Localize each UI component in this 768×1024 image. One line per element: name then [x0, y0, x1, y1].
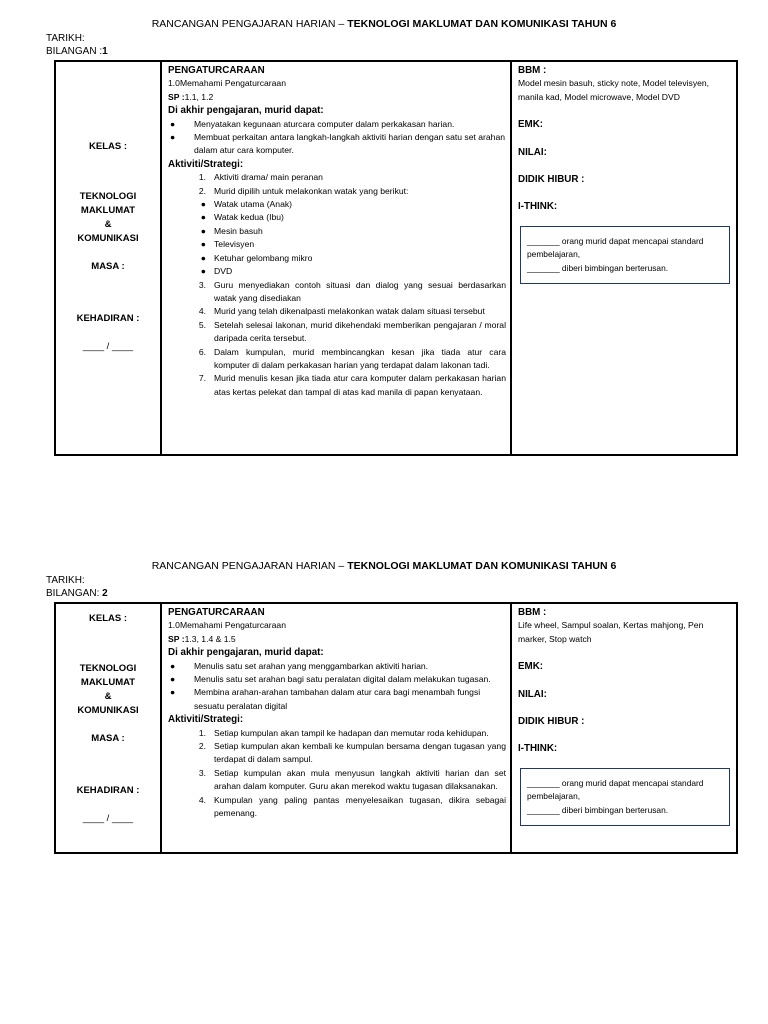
- unit-heading: PENGATURCARAAN: [168, 65, 265, 76]
- activity-heading: Aktiviti/Strategi:: [168, 158, 244, 170]
- masa-label: MASA :: [91, 261, 125, 272]
- activity-number: ●: [200, 239, 206, 250]
- activity-text: Setiap kumpulan akan kembali ke kumpulan bersama dengan tugasan yang terdapat di dalam sampul.: [214, 741, 506, 765]
- bilangan-line: [46, 45, 108, 58]
- activity-item: [168, 767, 506, 794]
- plan-title: [0, 560, 768, 572]
- topic-text: 1.0Memahami Pengaturcaraan: [168, 620, 286, 631]
- activity-item: [168, 238, 506, 251]
- objective-text: Membuat perkaitan antara langkah-langkah aktiviti harian dengan satu set arahan dalam atur cara komputer.: [194, 132, 506, 156]
- left-column: [55, 603, 161, 853]
- plan-meta: [46, 574, 108, 600]
- activity-number: 1.: [198, 172, 206, 183]
- objective-heading: Di akhir pengajaran, murid dapat:: [168, 647, 324, 659]
- sp-label: SP :: [168, 633, 185, 644]
- didik-hibur-label: DIDIK HIBUR :: [518, 716, 585, 728]
- subject-line: &: [104, 219, 112, 230]
- plan-title-subject: TEKNOLOGI MAKLUMAT DAN KOMUNIKASI TAHUN 6: [347, 18, 617, 30]
- activity-text: Aktiviti drama/ main peranan: [214, 172, 323, 183]
- activity-text: Setelah selesai lakonan, murid dikehendaki memberikan pengajaran / moral daripada cerita tersebut.: [214, 319, 506, 344]
- activity-item: [168, 211, 506, 224]
- right-column: [511, 603, 737, 853]
- sp-line: [168, 91, 506, 104]
- activity-number: 4.: [198, 306, 206, 317]
- activity-heading: Aktiviti/Strategi:: [168, 714, 244, 726]
- activity-number: ●: [200, 199, 206, 210]
- objective-item: [168, 673, 506, 686]
- activity-number: 6.: [198, 346, 206, 357]
- reflection-box: [520, 768, 730, 826]
- activity-item: [168, 225, 506, 238]
- subject-line: KOMUNIKASI: [77, 233, 139, 244]
- reflection-box: [520, 226, 730, 284]
- activity-text: Murid menulis kesan jika tiada atur cara komputer dalam perkakasan harian atas kertas pelekat dan tampal di atas kad manila di papan kenyataan.: [214, 373, 506, 397]
- activity-item: [168, 346, 506, 373]
- activity-number: 4.: [198, 794, 206, 805]
- reflection-line: _______ orang murid dapat mencapai standard pembelajaran,: [527, 777, 704, 802]
- bullet-icon: ●: [170, 660, 176, 671]
- bullet-icon: ●: [170, 132, 176, 143]
- bbm-label: BBM :: [518, 65, 547, 76]
- plan-table: [54, 602, 738, 854]
- activity-item: [168, 279, 506, 306]
- activity-text: Murid yang telah dikenalpasti melakonkan watak dalam situasi tersebut: [214, 306, 485, 317]
- activity-number: 2.: [198, 741, 206, 752]
- i-think-label: I-THINK:: [518, 201, 558, 213]
- activity-text: Watak kedua (Ibu): [214, 212, 284, 223]
- activity-item: [168, 185, 506, 198]
- objective-item: [168, 131, 506, 158]
- activity-list: [168, 727, 506, 821]
- activity-item: [168, 198, 506, 211]
- nilai-label: NILAI:: [518, 688, 547, 700]
- middle-column: [161, 603, 511, 853]
- bbm-label: BBM :: [518, 607, 547, 618]
- kelas-label: KELAS :: [89, 141, 127, 152]
- reflection-line: _______ diberi bimbingan berterusan.: [527, 804, 669, 815]
- bullet-icon: ●: [170, 687, 176, 698]
- topic-text: 1.0Memahami Pengaturcaraan: [168, 78, 286, 89]
- bilangan-label: BILANGAN :: [46, 46, 103, 57]
- bilangan-label: BILANGAN:: [46, 588, 100, 599]
- activity-number: 2.: [198, 185, 206, 196]
- kehadiran-blank: ____ / ____: [82, 341, 134, 352]
- activity-number: 7.: [198, 373, 206, 384]
- objective-text: Menyatakan kegunaan aturcara computer dalam perkakasan harian.: [194, 118, 455, 129]
- sp-value: 1.3, 1.4 & 1.5: [184, 633, 236, 644]
- subject-line: MAKLUMAT: [80, 677, 136, 688]
- emk-label: EMK:: [518, 119, 544, 131]
- activity-text: Mesin basuh: [214, 225, 263, 236]
- activity-text: Murid dipilih untuk melakonkan watak yang berikut:: [214, 185, 409, 196]
- objective-item: [168, 660, 506, 673]
- activity-text: Setiap kumpulan akan mula menyusun langkah aktiviti harian dan set arahan dalam komputer. Guru akan merekod waktu tugasan dilaksanakan.: [214, 767, 506, 792]
- kehadiran-blank: ____ / ____: [82, 813, 134, 824]
- activity-number: ●: [200, 225, 206, 236]
- plan-title-prefix: RANCANGAN PENGAJARAN HARIAN –: [151, 560, 348, 572]
- activity-text: DVD: [214, 266, 233, 277]
- activity-item: [168, 171, 506, 184]
- activity-text: Watak utama (Anak): [214, 199, 293, 210]
- activity-text: Televisyen: [214, 239, 255, 250]
- unit-heading: PENGATURCARAAN: [168, 607, 265, 618]
- objective-text: Menulis satu set arahan yang menggambarkan aktiviti harian.: [194, 660, 429, 671]
- activity-number: 1.: [198, 727, 206, 738]
- activity-text: Dalam kumpulan, murid membincangkan kesan jika tiada atur cara komputer di dalam perkakasan harian yang terdapat dalam lakonan tadi.: [214, 346, 506, 370]
- right-column: [511, 61, 737, 455]
- bbm-value: Model mesin basuh, sticky note, Model televisyen, manila kad, Model microwave, Model DVD: [518, 78, 710, 102]
- subject-line: KOMUNIKASI: [77, 705, 139, 716]
- activity-text: Guru menyediakan contoh situasi dan dialog yang sesuai berdasarkan watak yang disediakan: [214, 279, 506, 303]
- objective-list: [168, 118, 506, 158]
- activity-text: Setiap kumpulan akan tampil ke hadapan dan memutar roda kehidupan.: [214, 727, 489, 738]
- bbm-value: Life wheel, Sampul soalan, Kertas mahjong, Pen marker, Stop watch: [518, 620, 704, 644]
- plan-meta: [46, 32, 108, 58]
- reflection-line: _______ orang murid dapat mencapai standard pembelajaran,: [527, 235, 704, 260]
- emk-label: EMK:: [518, 661, 544, 673]
- bullet-icon: ●: [170, 118, 176, 129]
- sp-label: SP :: [168, 91, 185, 102]
- objective-heading: Di akhir pengajaran, murid dapat:: [168, 105, 324, 117]
- activity-number: ●: [200, 266, 206, 277]
- activity-item: [168, 727, 506, 740]
- kehadiran-label: KEHADIRAN :: [76, 785, 140, 796]
- objective-text: Membina arahan-arahan tambahan dalam atur cara bagi menambah fungsi sesuatu peralatan digital: [194, 687, 481, 711]
- objective-item: [168, 686, 506, 713]
- middle-column: [161, 61, 511, 455]
- kehadiran-label: KEHADIRAN :: [76, 313, 140, 324]
- activity-item: [168, 265, 506, 278]
- i-think-label: I-THINK:: [518, 743, 558, 755]
- activity-text: Ketuhar gelombang mikro: [214, 252, 313, 263]
- activity-text: Kumpulan yang paling pantas menyelesaikan tugasan, dikira sebagai pemenang.: [214, 794, 506, 819]
- sp-value: 1.1, 1.2: [184, 91, 214, 102]
- bullet-icon: ●: [170, 674, 176, 685]
- objective-text: Menulis satu set arahan bagi satu peralatan digital dalam melakukan tugasan.: [194, 674, 491, 685]
- plan-table: [54, 60, 738, 456]
- objective-list: [168, 660, 506, 714]
- sp-line: [168, 633, 506, 646]
- activity-number: 5.: [198, 319, 206, 330]
- objective-item: [168, 118, 506, 131]
- nilai-label: NILAI:: [518, 146, 547, 158]
- subject-line: &: [104, 691, 112, 702]
- activity-item: [168, 740, 506, 767]
- activity-item: [168, 319, 506, 346]
- plan-title-subject: TEKNOLOGI MAKLUMAT DAN KOMUNIKASI TAHUN 6: [347, 560, 617, 572]
- activity-number: ●: [200, 252, 206, 263]
- plan-title: [0, 18, 768, 30]
- activity-item: [168, 305, 506, 318]
- activity-item: [168, 794, 506, 821]
- subject-line: TEKNOLOGI: [79, 191, 137, 202]
- activity-item: [168, 372, 506, 399]
- kelas-label: KELAS :: [89, 613, 127, 624]
- left-column: [55, 61, 161, 455]
- bilangan-line: [46, 587, 108, 600]
- activity-item: [168, 252, 506, 265]
- tarikh-label: TARIKH:: [46, 33, 85, 44]
- activity-number: 3.: [198, 279, 206, 290]
- bilangan-value: 1: [102, 46, 108, 57]
- activity-number: 3.: [198, 767, 206, 778]
- subject-line: TEKNOLOGI: [79, 663, 137, 674]
- activity-number: ●: [200, 212, 206, 223]
- didik-hibur-label: DIDIK HIBUR :: [518, 174, 585, 186]
- subject-line: MAKLUMAT: [80, 205, 136, 216]
- tarikh-label: TARIKH:: [46, 575, 85, 586]
- masa-label: MASA :: [91, 733, 125, 744]
- bilangan-value: 2: [102, 588, 108, 599]
- plan-title-prefix: RANCANGAN PENGAJARAN HARIAN –: [151, 18, 348, 30]
- reflection-line: _______ diberi bimbingan berterusan.: [527, 262, 669, 273]
- activity-list: [168, 171, 506, 399]
